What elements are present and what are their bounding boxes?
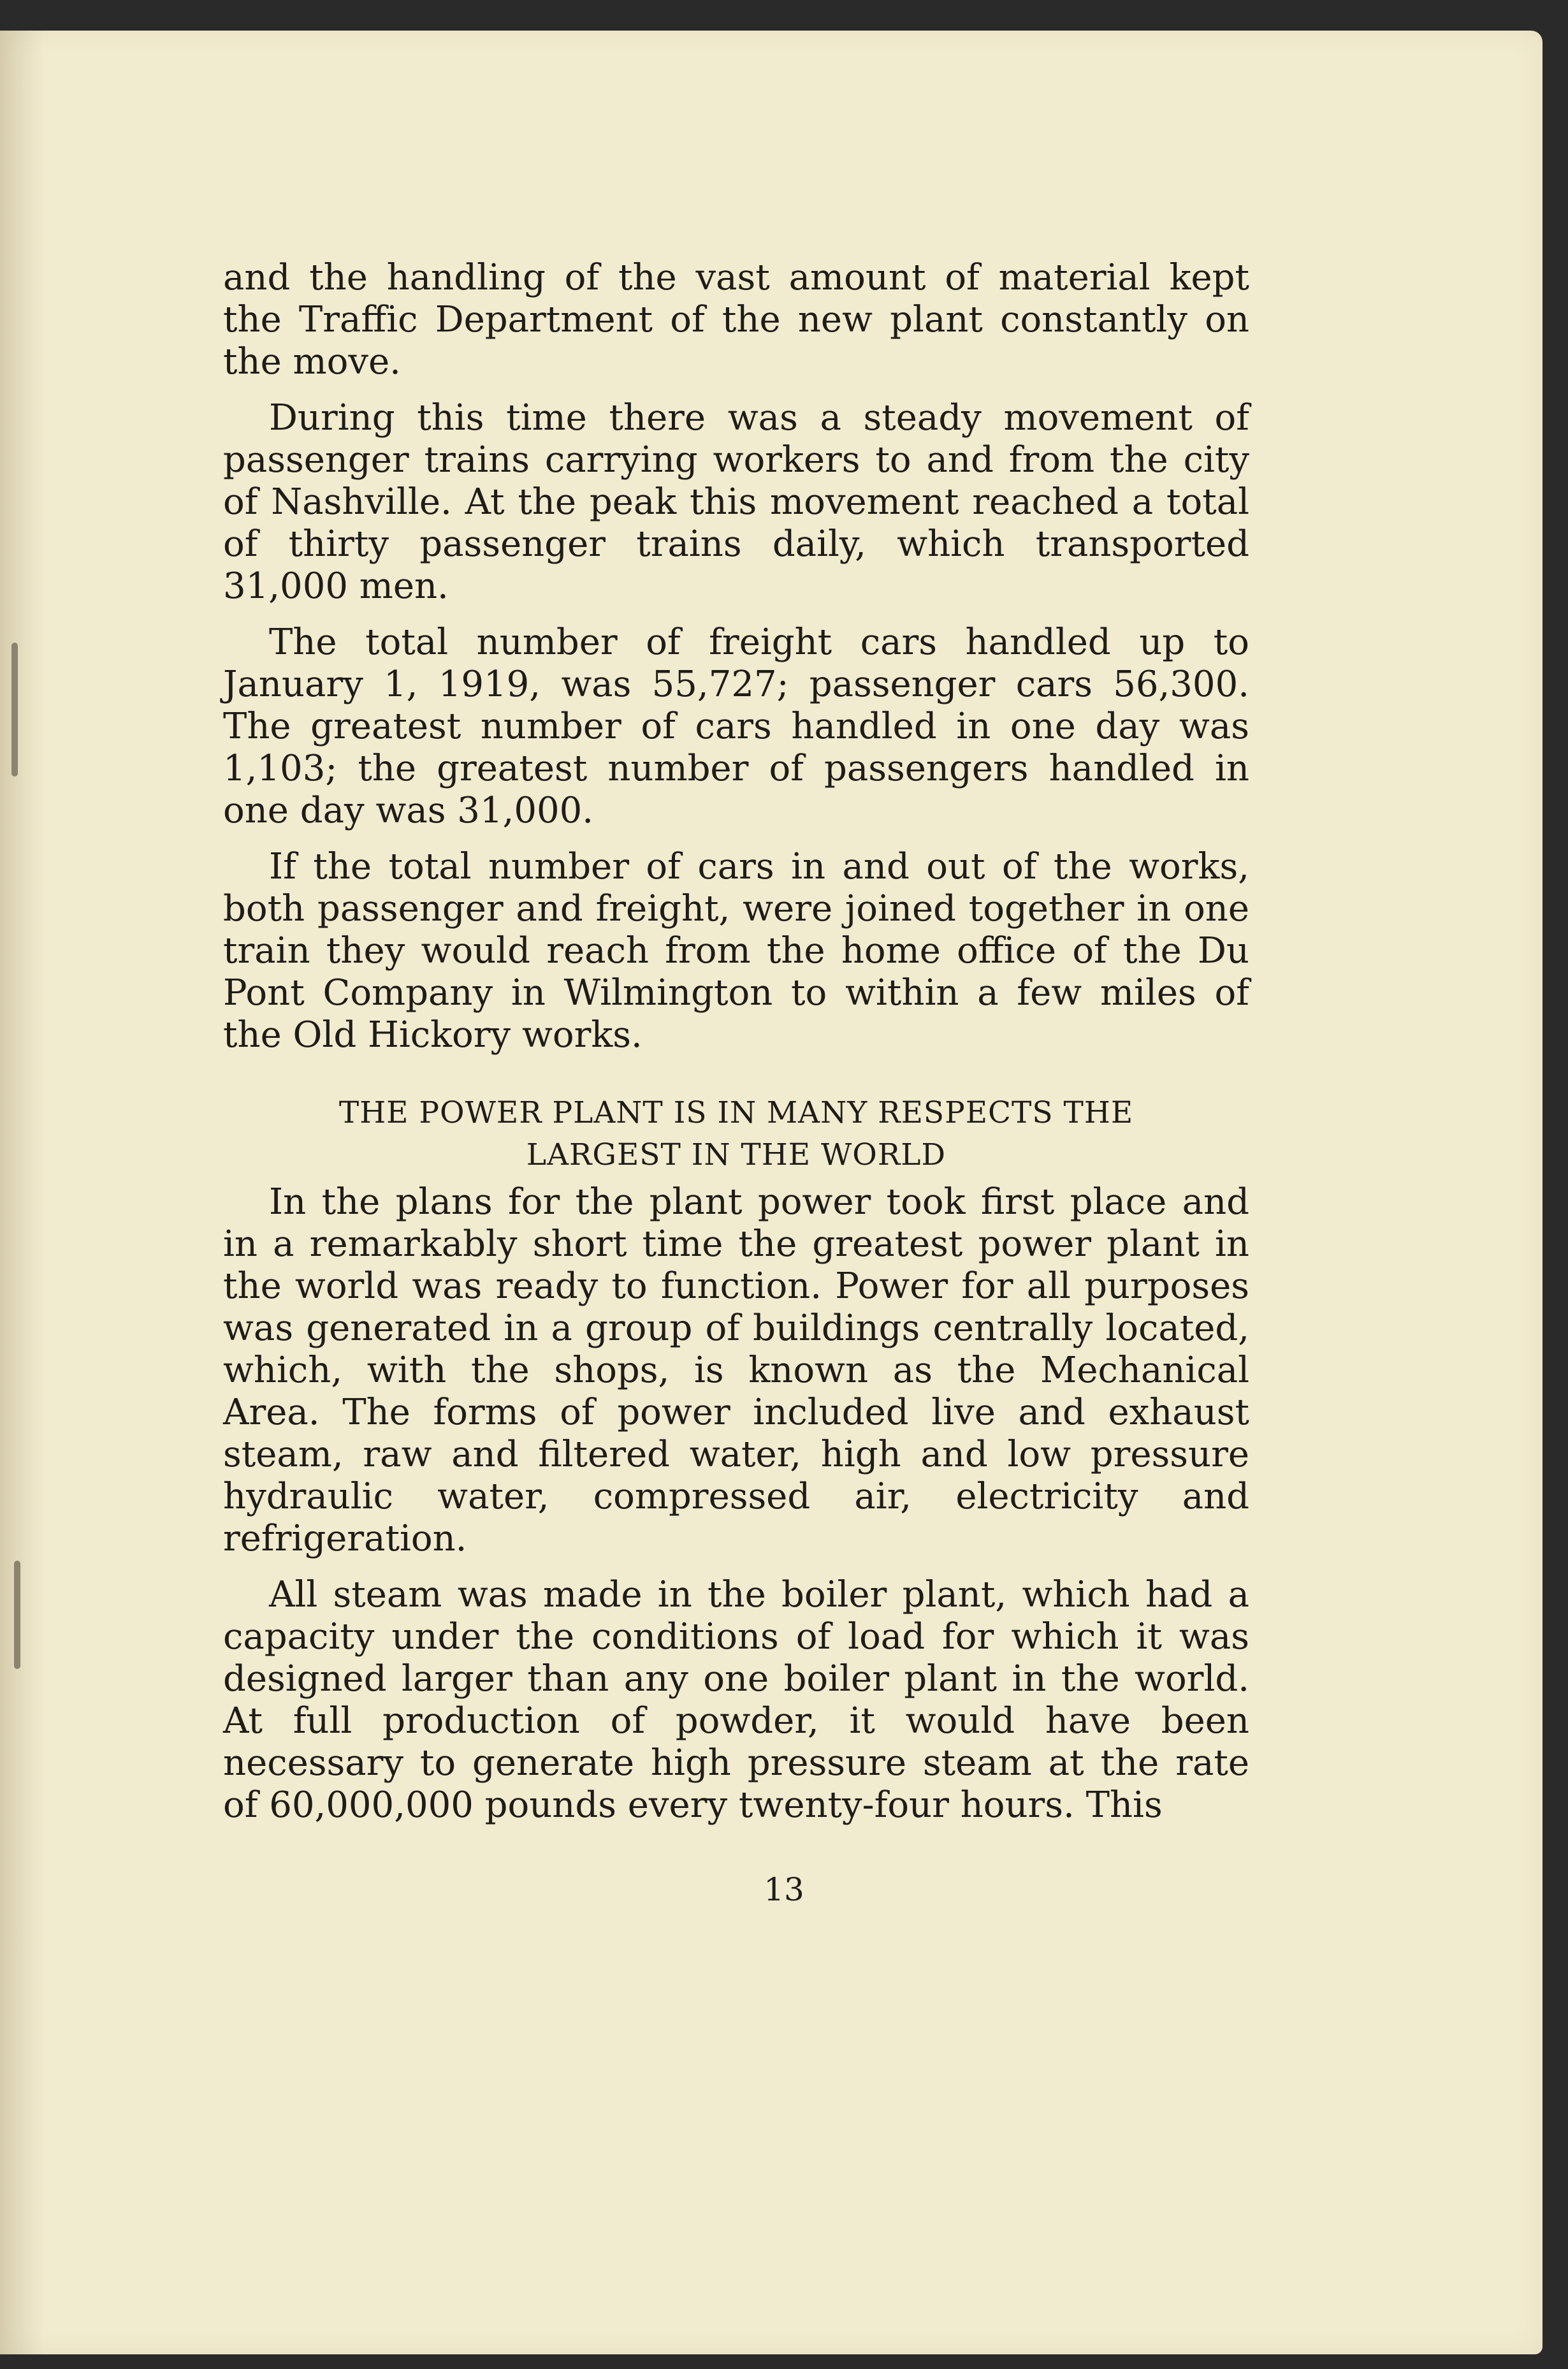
binding-mark (11, 643, 18, 776)
section-heading (223, 1092, 1249, 1176)
paragraph-freight-cars: The total number of freight cars handled up to January 1, 1919, was 55,727; passenger cars 56,300. The greatest number of cars handled in one day was 1,103; the greatest number of passengers handled in one day was 31,000. (223, 622, 1249, 831)
paragraph-passenger-trains: During this time there was a steady movement of passenger trains carrying workers to and from the city of Nashville. At the peak this movement reached a total of thirty passenger trains daily, which transported 31,000 men. (223, 397, 1249, 607)
binding-mark (14, 1561, 20, 1669)
body-text (223, 257, 1249, 1841)
paragraph-train-length: If the total number of cars in and out of the works, both passenger and freight, were joined together in one train they would reach from the home office of the Du Pont Company in Wilmington to within a few miles of the Old Hickory works. (223, 846, 1249, 1056)
section-heading-line-2: LARGEST IN THE WORLD (526, 1137, 947, 1172)
paragraph-continuation: and the handling of the vast amount of material kept the Traffic Department of the new plant constantly on the move. (223, 257, 1249, 383)
paragraph-power-plans: In the plans for the plant power took first place and in a remarkably short time the greatest power plant in the world was ready to function. Power for all purposes was generated in a group of buildings centrally located, which, with the shops, is known as the Mechanical Area. The forms of power included live and exhaust steam, raw and filtered water, high and low pressure hydraulic water, compressed air, electricity and refrigeration. (223, 1181, 1249, 1559)
page-number: 13 (764, 1871, 804, 1908)
section-heading-line-1: THE POWER PLANT IS IN MANY RESPECTS THE (338, 1095, 1134, 1130)
book-page (0, 31, 1543, 2354)
spine-shadow (0, 31, 45, 2354)
paragraph-boiler-plant: All steam was made in the boiler plant, which had a capacity under the conditions of load for which it was designed larger than any one boiler plant in the world. At full production of powder, it would have been necessary to generate high pressure steam at the rate of 60,000,000 pounds every twenty-four hours. This (223, 1574, 1249, 1826)
